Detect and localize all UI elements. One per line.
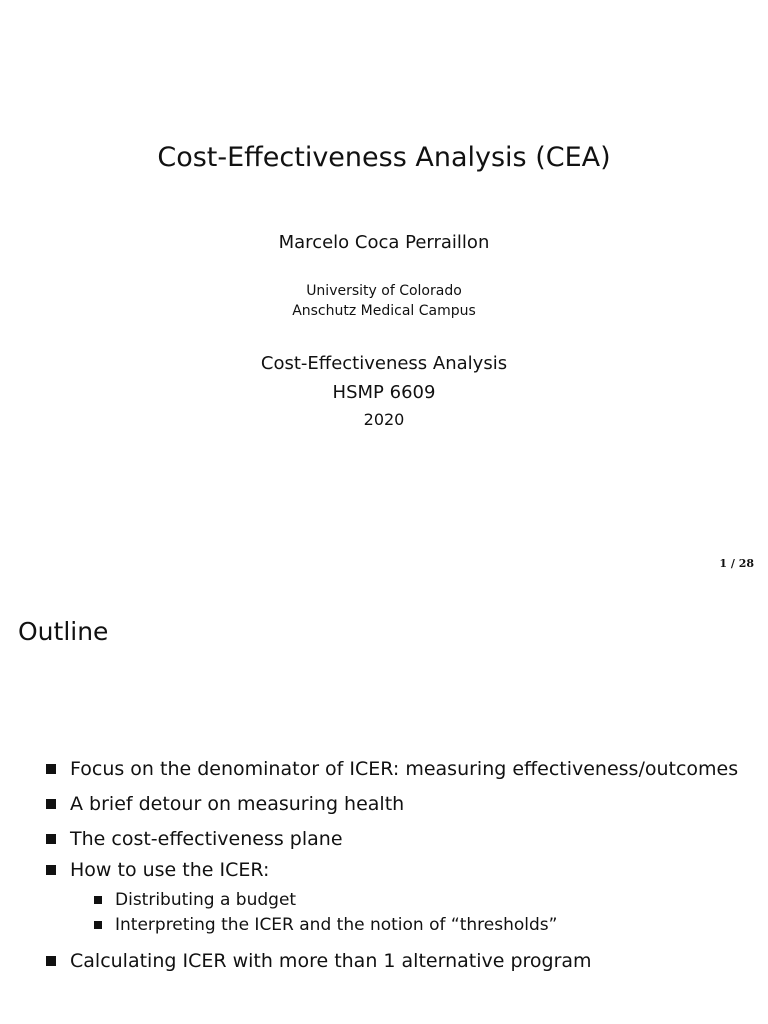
outline-title: Outline <box>18 617 109 646</box>
sub-bullet-item <box>94 915 557 935</box>
outline-slide <box>0 580 768 1024</box>
square-bullet-icon <box>46 865 56 875</box>
square-bullet-icon <box>46 956 56 966</box>
sub-bullet-text: Interpreting the ICER and the notion of “thresholds” <box>115 915 558 935</box>
year: 2020 <box>363 410 405 429</box>
square-bullet-icon <box>46 799 56 809</box>
bullet-text: A brief detour on measuring health <box>70 793 405 815</box>
course-code: HSMP 6609 <box>332 382 436 403</box>
square-bullet-icon <box>94 921 102 929</box>
institution-line-1: University of Colorado <box>306 283 462 299</box>
institution-line-2: Anschutz Medical Campus <box>292 303 476 319</box>
bullet-item <box>46 859 269 881</box>
bullet-item <box>46 950 592 972</box>
author-name: Marcelo Coca Perraillon <box>278 232 490 253</box>
sub-bullet-text: Distributing a budget <box>115 890 297 910</box>
bullet-text: Focus on the denominator of ICER: measuring effectiveness/outcomes <box>70 758 739 780</box>
square-bullet-icon <box>94 896 102 904</box>
square-bullet-icon <box>46 834 56 844</box>
presentation-title: Cost-Effectiveness Analysis (CEA) <box>157 142 611 173</box>
bullet-text: The cost-effectiveness plane <box>70 828 343 850</box>
square-bullet-icon <box>46 764 56 774</box>
sub-bullet-item <box>94 890 296 910</box>
bullet-text: Calculating ICER with more than 1 alternative program <box>70 950 592 972</box>
bullet-text: How to use the ICER: <box>70 859 270 881</box>
bullet-item <box>46 793 404 815</box>
bullet-item <box>46 758 738 780</box>
course-name: Cost-Effectiveness Analysis <box>260 353 508 374</box>
bullet-item <box>46 828 343 850</box>
page-number: 1 / 28 <box>719 557 754 570</box>
